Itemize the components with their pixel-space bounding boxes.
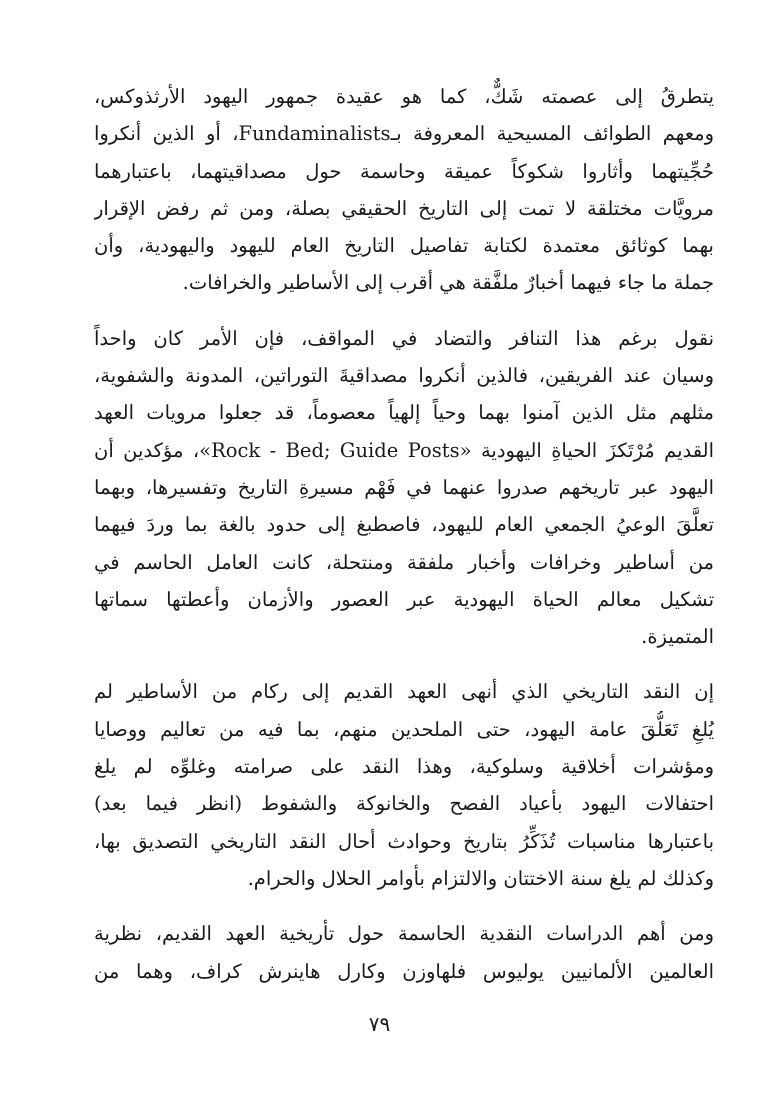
text-line: ومعهم الطوائف المسيحية المعروفة بـFundaminalists، أو الذين أنكروا bbox=[94, 122, 714, 146]
text-line: حُجِّيتهما وأثاروا شكوكاً عميقة وحاسمة حول مصداقيتهما، باعتبارهما bbox=[94, 159, 714, 183]
text-line: من أساطير وخرافات وأخبار ملفقة ومنتحلة، كانت العامل الحاسم في bbox=[94, 550, 714, 574]
text-line: ومؤشرات أخلاقية وسلوكية، وهذا النقد على صرامته وغلوِّه لم يلغ bbox=[94, 755, 714, 779]
paragraph bbox=[94, 320, 714, 656]
text-line: تعلَّقَ الوعيُ الجمعي العام لليهود، فاصطبغ إلى حدود بالغة بما وردَ فيهما bbox=[94, 513, 714, 537]
text-line: وسيان عند الفريقين، فالذين أنكروا مصداقيةَ التوراتين، المدونة والشفوية، bbox=[94, 364, 714, 388]
text-line: القديم مُرْتَكزَ الحياةِ اليهودية «Rock - Bed; Guide Posts»، مؤكدين أن bbox=[94, 438, 714, 462]
text-line: جملة ما جاء فيهما أخبارٌ ملفَّقة هي أقرب إلى الأساطير والخرافات. bbox=[182, 271, 714, 295]
paragraph bbox=[94, 673, 714, 897]
text-line: يُلغِ تَعَلُّقَ عامة اليهود، حتى الملحدين منهم، بما فيه من تعاليم ووصايا bbox=[94, 717, 714, 741]
text-line: إن النقد التاريخي الذي أنهى العهد القديم إلى ركام من الأساطير لم bbox=[94, 680, 714, 704]
page-body bbox=[94, 78, 714, 1008]
text-line: المتميزة. bbox=[641, 625, 714, 649]
text-line: العالمين الألمانيين يوليوس فلهاوزن وكارل هاينرش كراف، وهما من bbox=[94, 959, 714, 983]
text-line: ومن أهم الدراسات النقدية الحاسمة حول تأريخية العهد القديم، نظرية bbox=[94, 922, 714, 946]
text-line: باعتبارها مناسبات تُذَكِّرُ بتاريخ وحوادث أحال النقد التاريخي التصديق بها، bbox=[94, 829, 714, 853]
text-line: مثلهم مثل الذين آمنوا بهما وحياً إلهياً معصوماً، قد جعلوا مرويات العهد bbox=[94, 401, 714, 425]
text-line: مرويَّات مختلقة لا تمت إلى التاريخ الحقيقي بصلة، ومن ثم رفض الإقرار bbox=[94, 196, 714, 220]
text-line: يتطرقُ إلى عصمته شَكٌّ، كما هو عقيدة جمهور اليهود الأرثذوكس، bbox=[94, 85, 714, 108]
text-line: تشكيل معالم الحياة اليهودية عبر العصور والأزمان وأعطتها سماتها bbox=[94, 587, 714, 611]
paragraph bbox=[94, 915, 714, 990]
text-line: احتفالات اليهود بأعياد الفصح والخانوكة والشفوط (انظر فيما بعد) bbox=[94, 792, 714, 816]
text-line: نقول برغم هذا التنافر والتضاد في المواقف، فإن الأمر كان واحداً bbox=[94, 326, 714, 350]
paragraph bbox=[94, 78, 714, 302]
text-line: وكذلك لم يلغ سنة الاختتان والالتزام بأوامر الحلال والحرام. bbox=[247, 866, 714, 890]
text-line: بهما كوثائق معتمدة لكتابة تفاصيل التاريخ العام لليهود واليهودية، وأن bbox=[94, 234, 714, 258]
text-line: اليهود عبر تاريخهم صدروا عنهما في فَهْم مسيرةِ التاريخ وتفسيرها، وبهما bbox=[94, 475, 714, 499]
page-number: ٧٩ bbox=[368, 1012, 391, 1036]
